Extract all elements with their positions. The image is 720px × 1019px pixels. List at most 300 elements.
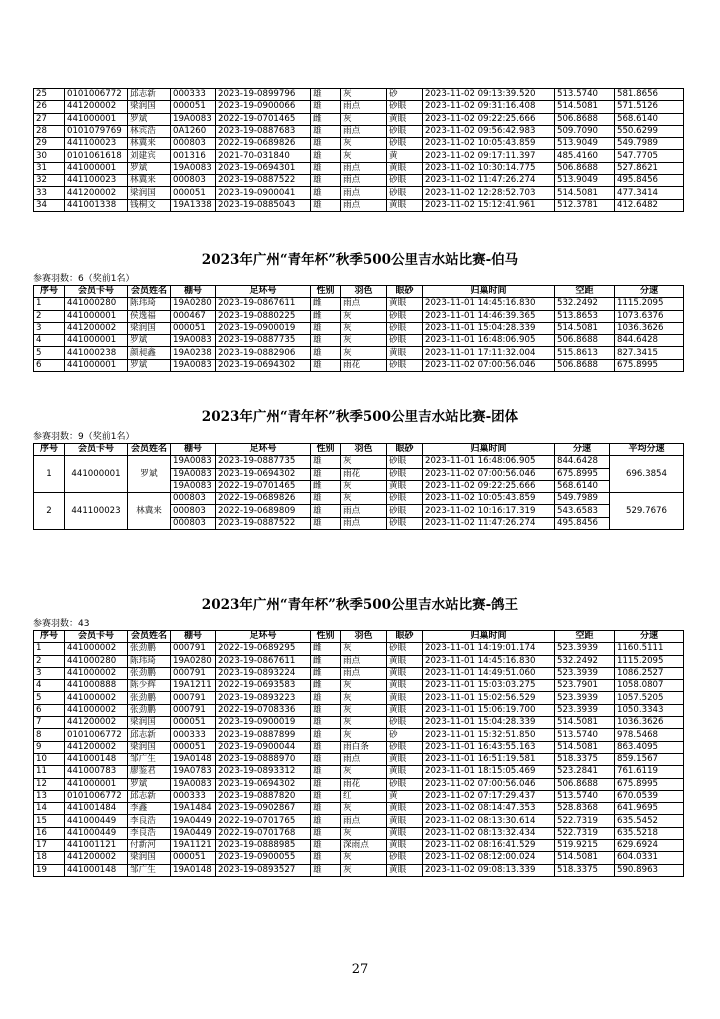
table-cell: 441000002	[65, 692, 128, 704]
table-cell: 000803	[171, 175, 216, 187]
table-cell: 2023-11-02 11:47:26.274	[423, 175, 555, 187]
table-cell: 砂眼	[387, 852, 423, 864]
table-cell: 2023-19-0900019	[216, 322, 311, 334]
table-cell: 砂眼	[387, 493, 423, 505]
table-cell: 441200002	[65, 741, 128, 753]
table-cell: 19A0449	[171, 827, 216, 839]
table-cell: 雄	[311, 729, 341, 741]
team-card: 441100023	[65, 493, 128, 530]
table-cell: 26	[34, 101, 65, 113]
table-cell: 33	[34, 187, 65, 199]
table-cell: 2022-19-0689826	[216, 138, 311, 150]
table-cell: 2023-19-0900066	[216, 101, 311, 113]
table-cell: 雨点	[341, 815, 387, 827]
table-cell: 2023-11-02 07:17:29.437	[423, 790, 555, 802]
table-cell: 581.8656	[615, 89, 684, 101]
table-cell: 2022-19-0693583	[216, 680, 311, 692]
table-cell: 钱桐文	[128, 199, 171, 211]
table-cell: 雨点	[341, 505, 387, 517]
table-cell: 砂眼	[387, 468, 423, 480]
table-cell: 2023-19-0867611	[216, 298, 311, 310]
table-cell: 512.3781	[555, 199, 615, 211]
table-cell: 雄	[311, 766, 341, 778]
table-cell: 2023-11-02 11:47:26.274	[423, 517, 555, 529]
table-cell: 黄眼	[387, 753, 423, 765]
table-cell: 张劲鹏	[128, 643, 171, 655]
table-cell: 19A0083	[171, 778, 216, 790]
table-cell: 2023-11-01 15:02:56.529	[423, 692, 555, 704]
table-cell: 441001121	[65, 840, 128, 852]
table-cell: 514.5081	[555, 322, 615, 334]
table-cell: 2023-11-01 15:04:28.339	[423, 717, 555, 729]
table-cell: 梁润国	[128, 717, 171, 729]
table-cell: 4	[34, 680, 65, 692]
table-cell: 2023-11-01 15:06:19.700	[423, 704, 555, 716]
table-cell: 雄	[311, 505, 341, 517]
table-cell: 砂眼	[387, 101, 423, 113]
table-cell: 付新河	[128, 840, 171, 852]
table-row	[34, 753, 684, 765]
table-cell: 2022-19-0701465	[216, 480, 311, 492]
results-table-bomao	[33, 285, 684, 372]
table-cell: 2023-19-0893527	[216, 864, 311, 876]
table-cell: 2023-19-0902867	[216, 803, 311, 815]
table-cell: 雄	[311, 840, 341, 852]
section-title-team: 2023年广州“青年杯”秋季500公里吉水站比赛-团体	[201, 409, 519, 425]
table-cell: 2023-19-0887735	[216, 335, 311, 347]
table-cell: 陈少辉	[128, 680, 171, 692]
table-cell: 506.8688	[555, 162, 615, 174]
table-cell: 441000002	[65, 667, 128, 679]
team-average-speed: 696.3854	[610, 456, 684, 493]
table-row	[34, 729, 684, 741]
table-cell: 2023-11-02 08:14:47.353	[423, 803, 555, 815]
table-cell: 000803	[171, 493, 216, 505]
table-row	[34, 643, 684, 655]
table-cell: 2023-19-0888985	[216, 840, 311, 852]
table-row	[34, 864, 684, 876]
table-cell: 506.8688	[555, 359, 615, 371]
table-cell: 黄眼	[387, 162, 423, 174]
table-cell: 2023-19-0694302	[216, 778, 311, 790]
table-cell: 张劲鹏	[128, 667, 171, 679]
table-cell: 2023-11-01 16:48:06.905	[423, 335, 555, 347]
team-no: 2	[34, 493, 65, 530]
table-cell: 2023-19-0882906	[216, 347, 311, 359]
table-cell: 黄眼	[387, 347, 423, 359]
table-cell: 砂眼	[387, 741, 423, 753]
table-cell: 441001338	[65, 199, 128, 211]
table-cell: 罗斌	[128, 113, 171, 125]
table-row	[34, 101, 684, 113]
table-cell: 844.6428	[555, 456, 610, 468]
table-cell: 雌	[311, 680, 341, 692]
table-cell: 675.8995	[555, 468, 610, 480]
table-cell: 2023-11-02 09:22:25.666	[423, 113, 555, 125]
table-cell: 2023-11-02 10:05:43.859	[423, 138, 555, 150]
table-cell: 灰	[341, 322, 387, 334]
table-cell: 雨花	[341, 359, 387, 371]
table-cell: 灰	[341, 704, 387, 716]
table-row	[34, 815, 684, 827]
table-cell: 罗斌	[128, 162, 171, 174]
table-row	[34, 175, 684, 187]
column-header: 分速	[555, 444, 610, 456]
table-cell: 441000449	[65, 827, 128, 839]
table-cell: 000051	[171, 322, 216, 334]
table-cell: 雄	[311, 692, 341, 704]
column-header: 眼砂	[387, 631, 423, 643]
table-cell: 9	[34, 741, 65, 753]
table-cell: 1050.3343	[615, 704, 684, 716]
table-cell: 2023-11-02 10:30:14.775	[423, 162, 555, 174]
table-cell: 雄	[311, 187, 341, 199]
table-cell: 2023-11-01 18:15:05.469	[423, 766, 555, 778]
table-cell: 000791	[171, 643, 216, 655]
table-cell: 罗斌	[128, 778, 171, 790]
table-cell: 雄	[311, 347, 341, 359]
table-cell: 雄	[311, 790, 341, 802]
table-cell: 砂眼	[387, 175, 423, 187]
table-cell: 000791	[171, 667, 216, 679]
table-cell: 雨花	[341, 468, 387, 480]
column-header: 羽色	[341, 444, 387, 456]
table-cell: 雨点	[341, 667, 387, 679]
column-header: 归巢时间	[423, 631, 555, 643]
table-cell: 0101006772	[65, 790, 128, 802]
table-cell: 雄	[311, 456, 341, 468]
table-header-row	[34, 444, 684, 456]
column-header: 棚号	[171, 631, 216, 643]
table-cell: 523.3939	[555, 643, 615, 655]
table-cell: 19A0083	[171, 335, 216, 347]
table-cell: 雄	[311, 778, 341, 790]
table-cell: 000803	[171, 138, 216, 150]
table-cell: 2023-11-02 08:12:00.024	[423, 852, 555, 864]
column-header: 足环号	[216, 444, 311, 456]
table-cell: 黄眼	[387, 864, 423, 876]
table-cell: 灰	[341, 493, 387, 505]
table-cell: 19A1121	[171, 840, 216, 852]
table-cell: 灰	[341, 864, 387, 876]
table-cell: 2023-11-02 09:17:11.397	[423, 150, 555, 162]
table-cell: 雌	[311, 480, 341, 492]
table-cell: 1058.0807	[615, 680, 684, 692]
table-cell: 549.7989	[555, 493, 610, 505]
table-cell: 黄眼	[387, 766, 423, 778]
table-cell: 灰	[341, 347, 387, 359]
table-cell: 2023-11-01 17:11:32.004	[423, 347, 555, 359]
column-header: 会员姓名	[128, 444, 171, 456]
table-cell: 7	[34, 717, 65, 729]
column-header: 足环号	[216, 631, 311, 643]
table-cell: 827.3415	[615, 347, 684, 359]
table-cell: 641.9695	[615, 803, 684, 815]
table-cell: 19A0083	[171, 113, 216, 125]
table-cell: 675.8995	[615, 778, 684, 790]
table-cell: 635.5452	[615, 815, 684, 827]
table-cell: 2022-19-0708336	[216, 704, 311, 716]
table-row	[34, 766, 684, 778]
table-cell: 黄眼	[387, 840, 423, 852]
table-cell: 441000238	[65, 347, 128, 359]
table-cell: 砂眼	[387, 778, 423, 790]
table-cell: 雌	[311, 643, 341, 655]
table-cell: 2022-19-0689809	[216, 505, 311, 517]
table-cell: 000333	[171, 89, 216, 101]
table-cell: 雄	[311, 335, 341, 347]
table-cell: 雨白条	[341, 741, 387, 753]
table-cell: 雨点	[341, 655, 387, 667]
table-cell: 2023-11-02 10:16:17.319	[423, 505, 555, 517]
table-cell: 13	[34, 790, 65, 802]
table-cell: 19A0783	[171, 766, 216, 778]
table-cell: 863.4095	[615, 741, 684, 753]
table-row	[34, 704, 684, 716]
table-cell: 19A1211	[171, 680, 216, 692]
table-cell: 雄	[311, 864, 341, 876]
table-cell: 19A0083	[171, 359, 216, 371]
table-cell: 441000001	[65, 778, 128, 790]
table-row	[34, 667, 684, 679]
table-cell: 2023-19-0893312	[216, 766, 311, 778]
table-cell: 灰	[341, 852, 387, 864]
table-cell: 441000002	[65, 643, 128, 655]
table-cell: 18	[34, 852, 65, 864]
table-cell: 1115.2095	[615, 298, 684, 310]
table-cell: 2023-11-01 14:45:16.830	[423, 298, 555, 310]
table-cell: 8	[34, 729, 65, 741]
table-cell: 雨点	[341, 175, 387, 187]
team-no: 1	[34, 456, 65, 493]
table-cell: 雌	[311, 113, 341, 125]
table-cell: 黄眼	[387, 655, 423, 667]
table-row	[34, 741, 684, 753]
table-cell: 2023-11-02 09:31:16.408	[423, 101, 555, 113]
table-cell: 梁润国	[128, 741, 171, 753]
table-cell: 邹广生	[128, 753, 171, 765]
table-cell: 28	[34, 125, 65, 137]
table-cell: 2023-19-0887522	[216, 517, 311, 529]
column-header: 空距	[555, 286, 615, 298]
table-cell: 523.3939	[555, 692, 615, 704]
table-cell: 0A1260	[171, 125, 216, 137]
table-cell: 2023-11-02 07:00:56.046	[423, 468, 555, 480]
table-cell: 砂眼	[387, 335, 423, 347]
table-cell: 441000888	[65, 680, 128, 692]
column-header: 空距	[555, 631, 615, 643]
table-cell: 梁润国	[128, 101, 171, 113]
table-cell: 雄	[311, 322, 341, 334]
table-cell: 513.9049	[555, 138, 615, 150]
table-cell: 2023-11-01 14:45:16.830	[423, 655, 555, 667]
table-cell: 3	[34, 667, 65, 679]
table-cell: 32	[34, 175, 65, 187]
table-cell: 2023-19-0880225	[216, 310, 311, 322]
table-cell: 25	[34, 89, 65, 101]
table-row	[34, 655, 684, 667]
table-cell: 雄	[311, 162, 341, 174]
table-cell: 2023-11-02 09:08:13.339	[423, 864, 555, 876]
table-cell: 张劲鹏	[128, 692, 171, 704]
table-cell: 雨点	[341, 298, 387, 310]
table-cell: 雄	[311, 827, 341, 839]
table-cell: 000791	[171, 704, 216, 716]
table-cell: 515.8613	[555, 347, 615, 359]
table-cell: 0101061618	[65, 150, 128, 162]
table-cell: 571.5126	[615, 101, 684, 113]
table-cell: 2023-19-0867611	[216, 655, 311, 667]
table-cell: 雄	[311, 753, 341, 765]
table-cell: 441200002	[65, 187, 128, 199]
table-cell: 441200002	[65, 101, 128, 113]
table-cell: 509.7090	[555, 125, 615, 137]
table-cell: 604.0331	[615, 852, 684, 864]
table-cell: 495.8456	[615, 175, 684, 187]
table-cell: 441000449	[65, 815, 128, 827]
table-cell: 441200002	[65, 717, 128, 729]
table-cell: 廖鉴君	[128, 766, 171, 778]
table-cell: 568.6140	[615, 113, 684, 125]
table-cell: 568.6140	[555, 480, 610, 492]
table-cell: 19A0238	[171, 347, 216, 359]
table-row	[34, 827, 684, 839]
table-cell: 李良浩	[128, 815, 171, 827]
table-cell: 19A0083	[171, 480, 216, 492]
table-cell: 513.8653	[555, 310, 615, 322]
table-cell: 雌	[311, 310, 341, 322]
table-cell: 侯逸福	[128, 310, 171, 322]
column-header: 会员卡号	[65, 286, 128, 298]
table-cell: 523.7901	[555, 680, 615, 692]
column-header: 序号	[34, 444, 65, 456]
table-cell: 549.7989	[615, 138, 684, 150]
table-cell: 雨点	[341, 187, 387, 199]
table-cell: 砂眼	[387, 359, 423, 371]
table-row	[34, 322, 684, 334]
team-name: 罗斌	[128, 456, 171, 493]
table-cell: 灰	[341, 803, 387, 815]
table-cell: 2023-19-0694302	[216, 359, 311, 371]
column-header: 性别	[311, 631, 341, 643]
table-cell: 梁润国	[128, 322, 171, 334]
table-row	[34, 162, 684, 174]
column-header: 分速	[615, 286, 684, 298]
table-cell: 000051	[171, 852, 216, 864]
column-header: 羽色	[341, 286, 387, 298]
table-cell: 2023-19-0694301	[216, 162, 311, 174]
table-cell: 黄眼	[387, 298, 423, 310]
table-cell: 000803	[171, 505, 216, 517]
table-cell: 2023-11-01 14:49:51.060	[423, 667, 555, 679]
table-cell: 2023-11-02 12:28:52.703	[423, 187, 555, 199]
column-header: 归巢时间	[423, 444, 555, 456]
table-cell: 523.2841	[555, 766, 615, 778]
table-cell: 000333	[171, 790, 216, 802]
table-cell: 441000783	[65, 766, 128, 778]
table-cell: 518.3375	[555, 864, 615, 876]
table-row	[34, 89, 684, 101]
table-cell: 2022-19-0689826	[216, 493, 311, 505]
table-cell: 雄	[311, 89, 341, 101]
table-cell: 黄眼	[387, 113, 423, 125]
table-cell: 34	[34, 199, 65, 211]
table-cell: 邱志新	[128, 790, 171, 802]
table-cell: 黄	[387, 150, 423, 162]
table-cell: 4	[34, 335, 65, 347]
table-cell: 2023-19-0887683	[216, 125, 311, 137]
table-cell: 2023-11-01 15:32:51.850	[423, 729, 555, 741]
table-cell: 2023-19-0887899	[216, 729, 311, 741]
table-cell: 黄眼	[387, 692, 423, 704]
table-cell: 2023-19-0893224	[216, 667, 311, 679]
table-cell: 1036.3626	[615, 717, 684, 729]
table-cell: 雌	[311, 667, 341, 679]
table-cell: 雄	[311, 517, 341, 529]
table-cell: 林冀来	[128, 175, 171, 187]
table-cell: 颜昶鑫	[128, 347, 171, 359]
column-header: 序号	[34, 286, 65, 298]
table-cell: 灰	[341, 138, 387, 150]
table-cell: 雨点	[341, 517, 387, 529]
table-cell: 雄	[311, 150, 341, 162]
table-cell: 雨点	[341, 125, 387, 137]
table-cell: 1115.2095	[615, 655, 684, 667]
table-cell: 1057.5205	[615, 692, 684, 704]
table-cell: 砂眼	[387, 505, 423, 517]
table-cell: 2023-11-02 08:16:41.529	[423, 840, 555, 852]
table-cell: 532.2492	[555, 298, 615, 310]
table-cell: 黄眼	[387, 803, 423, 815]
table-cell: 雨点	[341, 199, 387, 211]
table-cell: 雄	[311, 199, 341, 211]
table-cell: 6	[34, 359, 65, 371]
table-row	[34, 840, 684, 852]
table-cell: 2023-11-01 14:46:39.365	[423, 310, 555, 322]
table-cell: 2023-11-02 09:22:25.666	[423, 480, 555, 492]
table-cell: 2021-70-031840	[216, 150, 311, 162]
table-cell: 灰	[341, 827, 387, 839]
table-cell: 513.5740	[555, 729, 615, 741]
table-cell: 雨点	[341, 162, 387, 174]
table-cell: 000051	[171, 741, 216, 753]
table-cell: 黄	[387, 790, 423, 802]
table-cell: 441000001	[65, 162, 128, 174]
table-cell: 雄	[311, 803, 341, 815]
table-cell: 雄	[311, 175, 341, 187]
column-header: 眼砂	[387, 444, 423, 456]
table-cell: 441000280	[65, 298, 128, 310]
table-cell: 2023-19-0900055	[216, 852, 311, 864]
table-cell: 19A0148	[171, 864, 216, 876]
table-cell: 0101079769	[65, 125, 128, 137]
table-cell: 10	[34, 753, 65, 765]
table-cell: 砂眼	[387, 456, 423, 468]
table-cell: 砂眼	[387, 310, 423, 322]
table-cell: 0101006772	[65, 89, 128, 101]
column-header: 眼砂	[387, 286, 423, 298]
column-header: 性别	[311, 286, 341, 298]
table-cell: 2	[34, 655, 65, 667]
table-cell: 000051	[171, 187, 216, 199]
table-cell: 2023-19-0887820	[216, 790, 311, 802]
table-row	[34, 187, 684, 199]
table-cell: 528.8368	[555, 803, 615, 815]
table-cell: 2023-19-0885043	[216, 199, 311, 211]
table-cell: 441100023	[65, 175, 128, 187]
table-cell: 441100023	[65, 138, 128, 150]
table-cell: 19A1484	[171, 803, 216, 815]
